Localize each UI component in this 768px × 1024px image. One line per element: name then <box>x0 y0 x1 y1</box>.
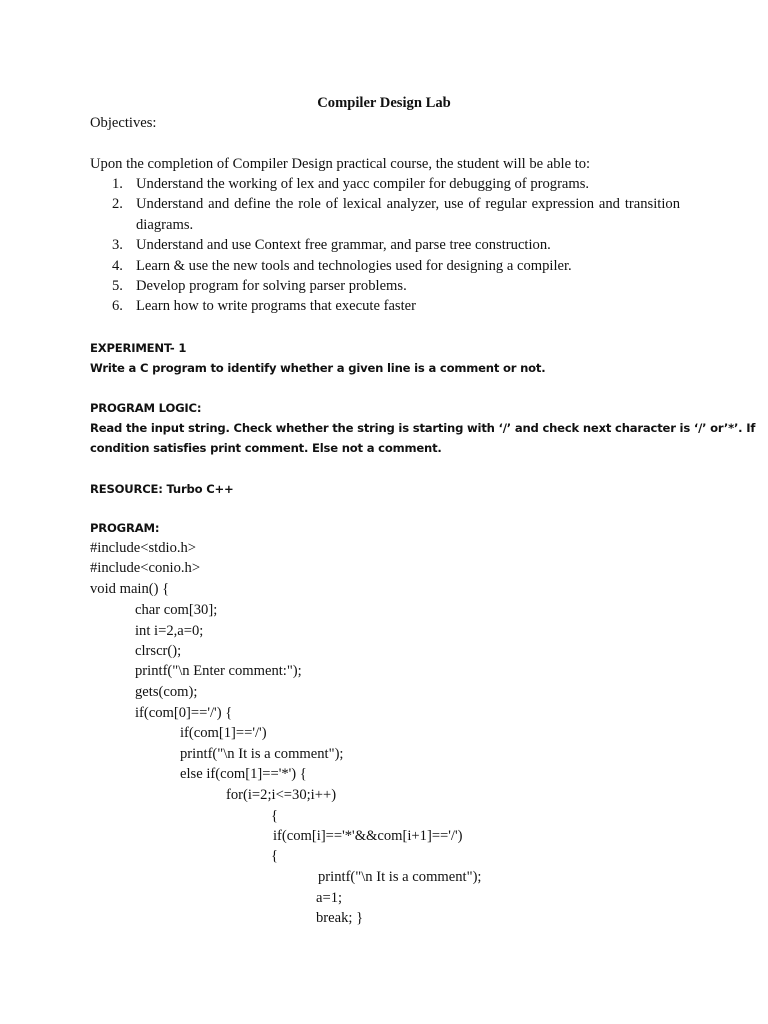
objectives-list <box>90 174 680 317</box>
objectives-heading: Objectives: <box>90 115 157 131</box>
code-line: gets(com); <box>135 684 198 700</box>
list-text: Learn & use the new tools and technologies used for designing a compiler. <box>136 257 572 274</box>
code-line: if(com[0]=='/') { <box>135 705 233 721</box>
list-text: Understand and use Context free grammar, and parse tree construction. <box>136 237 551 254</box>
code-line: printf("\n Enter comment:"); <box>135 663 302 679</box>
code-line: else if(com[1]=='*') { <box>180 766 307 782</box>
code-line: for(i=2;i<=30;i++) <box>226 787 337 803</box>
program-heading: PROGRAM: <box>90 521 160 535</box>
code-line: #include<stdio.h> <box>90 540 197 556</box>
code-line: if(com[1]=='/') <box>180 725 267 741</box>
code-line: char com[30]; <box>135 602 218 618</box>
code-line: { <box>271 848 279 864</box>
list-text: Learn how to write programs that execute faster <box>136 298 417 315</box>
list-item <box>90 174 680 194</box>
code-line: #include<conio.h> <box>90 560 201 576</box>
code-line: break; } <box>316 910 364 926</box>
list-item <box>90 235 680 255</box>
list-number: 1. <box>112 176 123 192</box>
resource-line: RESOURCE: Turbo C++ <box>90 482 234 496</box>
code-line: void main() { <box>90 581 170 597</box>
logic-heading: PROGRAM LOGIC: <box>90 401 202 415</box>
list-number: 5. <box>112 278 123 295</box>
list-item <box>90 194 680 235</box>
list-number: 4. <box>112 257 123 274</box>
list-number: 6. <box>112 298 123 315</box>
list-text: Develop program for solving parser problems. <box>136 278 407 295</box>
list-number: 3. <box>112 237 123 254</box>
list-item <box>90 276 680 296</box>
code-line: printf("\n It is a comment"); <box>318 869 482 885</box>
code-line: { <box>271 808 279 824</box>
list-item <box>90 296 680 316</box>
list-text: Understand and define the role of lexical analyzer, use of regular expression and transition diagrams. <box>136 196 680 233</box>
list-number: 2. <box>112 196 123 213</box>
code-line: clrscr(); <box>135 643 182 659</box>
code-line: if(com[i]=='*'&&com[i+1]=='/') <box>273 828 463 844</box>
code-line: printf("\n It is a comment"); <box>180 746 344 762</box>
list-item <box>90 256 680 276</box>
code-line: a=1; <box>316 890 343 906</box>
logic-line-1: Read the input string. Check whether the string is starting with ‘/’ and check next character is ‘/’ or’*’. If <box>90 421 756 435</box>
intro-text: Upon the completion of Compiler Design practical course, the student will be able to: <box>90 156 591 172</box>
experiment-aim: Write a C program to identify whether a given line is a comment or not. <box>90 361 546 375</box>
logic-line-2: condition satisfies print comment. Else not a comment. <box>90 441 442 455</box>
page-title: Compiler Design Lab <box>317 95 451 111</box>
list-text: Understand the working of lex and yacc compiler for debugging of programs. <box>136 176 590 192</box>
code-line: int i=2,a=0; <box>135 623 204 639</box>
experiment-heading: EXPERIMENT- 1 <box>90 341 187 355</box>
